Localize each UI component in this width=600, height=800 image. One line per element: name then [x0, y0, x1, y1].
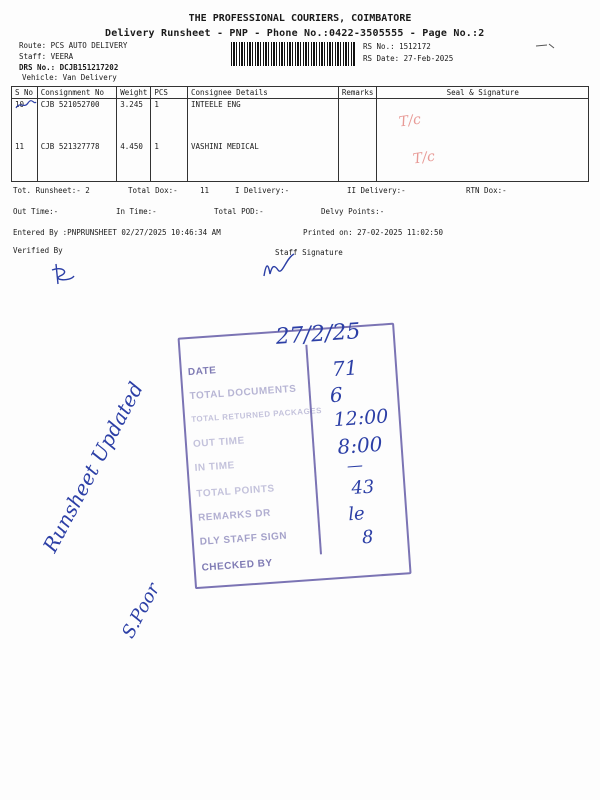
cell-weight: 4.450: [117, 141, 151, 182]
cell-remarks: [338, 141, 377, 182]
table-row: [12, 99, 589, 142]
stamp-label-total-documents: TOTAL DOCUMENTS: [189, 383, 297, 403]
stamp-value-remarks: le: [347, 503, 366, 526]
i-delivery: I Delivery:-: [235, 186, 290, 195]
stamp-value-staff-sign: 8: [361, 526, 375, 549]
stamp-label-date: DATE: [187, 365, 217, 379]
stamp-label-staff-sign: DLY STAFF SIGN: [199, 530, 288, 548]
cell-pcs: 1: [151, 141, 188, 182]
col-header-consignment: Consignment No: [37, 87, 117, 99]
table-header-row: [12, 87, 589, 99]
handwritten-note-line1: Runsheet Updated: [38, 378, 148, 557]
stamp-label-out-time: OUT TIME: [192, 435, 246, 450]
stamp-value-blank: —: [346, 455, 364, 476]
cell-remarks: [338, 99, 377, 142]
out-time: Out Time:-: [13, 207, 59, 216]
stamp-label-remarks: REMARKS DR: [197, 507, 272, 524]
cell-consignment: CJB 521327778: [37, 141, 117, 182]
cell-consignee: VASHINI MEDICAL: [188, 141, 339, 182]
col-header-consignee: Consignee Details: [188, 87, 339, 99]
in-time: In Time:-: [116, 207, 157, 216]
cell-sno: 11: [12, 141, 38, 182]
runsheet-table: [11, 86, 589, 182]
stamp-value-in-time: 8:00: [336, 431, 384, 459]
rs-date: RS Date: 27-Feb-2025: [363, 54, 454, 63]
stamp-label-checked-by: CHECKED BY: [201, 557, 274, 574]
vehicle-label: Vehicle: Van Delivery: [22, 73, 117, 82]
staff-signature-label: Staff Signature: [275, 248, 343, 257]
staff-signature-icon: [260, 252, 298, 282]
barcode-image: [231, 42, 356, 66]
entered-by: Entered By :PNPRUNSHEET 02/27/2025 10:46:34 AM: [13, 228, 221, 237]
stamp-value-total-documents: 71: [331, 355, 359, 382]
table-row: [12, 141, 589, 182]
cell-sno: 10: [12, 99, 38, 142]
rtn-dox: RTN Dox:-: [466, 186, 507, 195]
handwritten-note-line2: S.Poor: [118, 579, 165, 642]
col-header-sno: S No: [12, 87, 38, 99]
runsheet-stamp: [178, 319, 410, 587]
printed-on: Printed on: 27-02-2025 11:02:50: [303, 228, 443, 237]
col-header-pcs: PCS: [151, 87, 188, 99]
drs-number: DRS No.: DCJB151217202: [19, 63, 119, 72]
total-dox-value: 11: [200, 186, 210, 195]
col-header-remarks: Remarks: [338, 87, 377, 99]
delvy-points: Delvy Points:-: [321, 207, 385, 216]
stamp-value-returned: 6: [329, 382, 344, 408]
stamp-label-returned: TOTAL RETURNED PACKAGES: [190, 405, 323, 425]
tot-runsheet: Tot. Runsheet:- 2: [13, 186, 90, 195]
ii-delivery: II Delivery:-: [347, 186, 406, 195]
rs-number: RS No.: 1512172: [363, 42, 431, 51]
tick-mark-icon: [535, 40, 555, 50]
verified-by: Verified By: [13, 246, 63, 255]
stamp-value-out-time: 12:00: [332, 405, 390, 432]
col-header-seal: Seal & Signature: [377, 87, 589, 99]
stamp-label-in-time: IN TIME: [194, 460, 236, 474]
stamp-value-total-points: 43: [350, 476, 376, 500]
cell-weight: 3.245: [117, 99, 151, 142]
cell-seal: [377, 141, 589, 182]
sno-scribble-icon: [14, 99, 38, 111]
route-label: Route: PCS AUTO DELIVERY: [19, 41, 128, 50]
cell-consignee: INTEELE ENG: [188, 99, 339, 142]
seal-mark-row2: T/c: [411, 148, 436, 168]
seal-mark-row1: T/c: [397, 111, 422, 131]
verifier-signature-icon: [48, 262, 78, 286]
stamp-value-date: 27/2/25: [274, 319, 362, 350]
company-title: THE PROFESSIONAL COURIERS, COIMBATORE: [188, 13, 412, 24]
total-pod: Total POD:-: [214, 207, 264, 216]
runsheet-title: Delivery Runsheet - PNP - Phone No.:0422-3505555 - Page No.:2: [105, 28, 485, 39]
total-dox-label: Total Dox:-: [128, 186, 178, 195]
cell-consignment: CJB 521052700: [37, 99, 117, 142]
col-header-weight: Weight: [117, 87, 151, 99]
stamp-label-total-points: TOTAL POINTS: [196, 483, 275, 500]
staff-label: Staff: VEERA: [19, 52, 74, 61]
cell-pcs: 1: [151, 99, 188, 142]
